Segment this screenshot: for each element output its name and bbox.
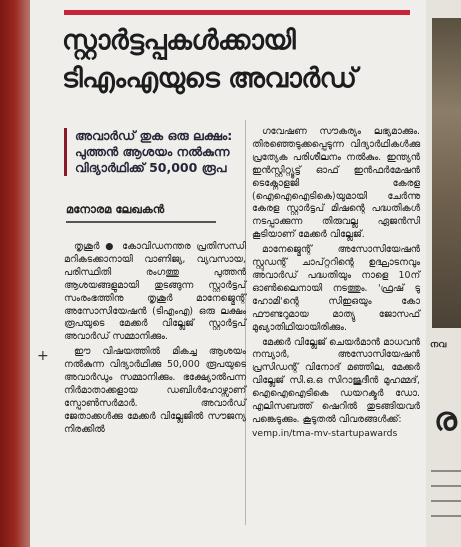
header-rule	[64, 10, 410, 15]
adjacent-text-line	[431, 515, 461, 517]
adjacent-text-line	[431, 485, 461, 487]
right-body	[252, 126, 420, 427]
adjacent-photo	[432, 18, 461, 328]
headline	[62, 22, 416, 98]
byline: മനോരമ ലേഖകൻ	[66, 202, 216, 223]
adjacent-caption: നവ	[430, 340, 447, 350]
adjacent-text-line	[431, 500, 461, 502]
headline-line-1: സ്റ്റാർട്ടപ്പുകൾക്കായി	[62, 25, 296, 56]
paragraph: മാനേജ്മെന്റ് അസോസിയേഷൻ സ്റ്റുഡന്റ് ചാപ്റ്ററിന്റെ ഉദ്ഘാടനവും അവാർഡ് പദ്ധതിയും നാളെ 10ന് ഓൺലൈനായി നടത്തും. 'ഫ്രഷ് ടു ഹോമി'ന്റെ സിഇഒയും കോ ഫൗണ്ടറുമായ മാത്യു ജോസഫ് മുഖ്യാതിഥിയായിരിക്കും.	[252, 244, 420, 333]
paragraph: ഈ വിഷയത്തിൽ മികച്ച ആശയം നൽകുന്ന വിദ്യാർഥിക്കു 50,000 രൂപയുടെ അവാർഡും സമ്മാനിക്കും. ഭക്ഷ്യോൽപന്ന നിർമാതാക്കളായ ഡബിൾഹോഴ്സാണ് സ്പോൺസർമാർ. അവാർഡ് ജേതാക്കൾക്കു മേക്കർ വില്ലേജിൽ സൗജന്യ നിരക്കിൽ	[64, 346, 246, 435]
adjacent-headline-glyph: ര	[434, 400, 457, 438]
headline-line-2: ടിഎംഎയുടെ അവാർഡ്	[62, 63, 357, 94]
right-column	[252, 126, 420, 439]
registration-mark: +	[37, 348, 49, 364]
adjacent-text-line	[431, 470, 461, 472]
article-url: vemp.in/tma-mv-startupawards	[252, 427, 398, 439]
paragraph: മേക്കർ വില്ലേജ് ചെയർമാൻ മാധവൻ നമ്പ്യാർ, അസോസിയേഷൻ പ്രസിഡന്റ് വിനോദ് മഞ്ഞില, മേക്കർ വില്ലേജ് സി.ഒ.ഒ സിറാജുദീൻ മുഹമ്മദ്, ഐഐഐടികെ ഡയറക്ടർ ഡോ. എലിസബത്ത് ഷെറിൽ തുടങ്ങിയവർ പങ്കെടുക്കും. കൂടുതൽ വിവരങ്ങൾക്ക്:	[252, 336, 420, 425]
adjacent-page	[426, 0, 461, 547]
paragraph: തൃശൂർ ● കോവിഡനന്തര പ്രതിസന്ധി മറികടക്കാനായി വാണിജ്യ, വ്യവസായ, പരിസ്ഥിതി രംഗത്തു പുത്തൻ ആശയങ്ങളുമായി തുടങ്ങുന്ന സ്റ്റാർട്ടപ് സംരംഭത്തിനു തൃശൂർ മാനേജ്മെന്റ് അസോസിയേഷൻ (ടിഎംഎ) ഒരു ലക്ഷം രൂപയുടെ മേക്കർ വില്ലേജ് സ്റ്റാർട്ടപ് അവാർഡ് സമ്മാനിക്കും.	[64, 241, 246, 343]
left-body	[64, 241, 246, 437]
left-column	[48, 128, 246, 437]
kicker: അവാർഡ് തുക ഒരു ലക്ഷം: പുത്തൻ ആശയം നൽകുന്ന വിദ്യാർഥിക്ക് 50,000 രൂപ	[64, 128, 238, 176]
paragraph: ഗവേഷണ സൗകര്യം ലഭ്യമാക്കും. തിരഞ്ഞെടുക്കപ്പെടുന്ന വിദ്യാർഥികൾക്കു പ്രത്യേക പരിശീലനം നൽകും. ഇന്ത്യൻ ഇൻസ്റ്റിറ്റ്യൂട്ട് ഓഫ് ഇൻഫർമേഷൻ ടെക്നോളജി കേരള (ഐഐഐടികെ)യുമായി ചേർന്നു കേരള സ്റ്റാർട്ടപ് മിഷന്റെ പദ്ധതികൾ നടപ്പാക്കുന്ന തിരുവല്ല ഏജൻസി കൂടിയാണ് മേക്കർ വില്ലേജ്.	[252, 126, 420, 241]
